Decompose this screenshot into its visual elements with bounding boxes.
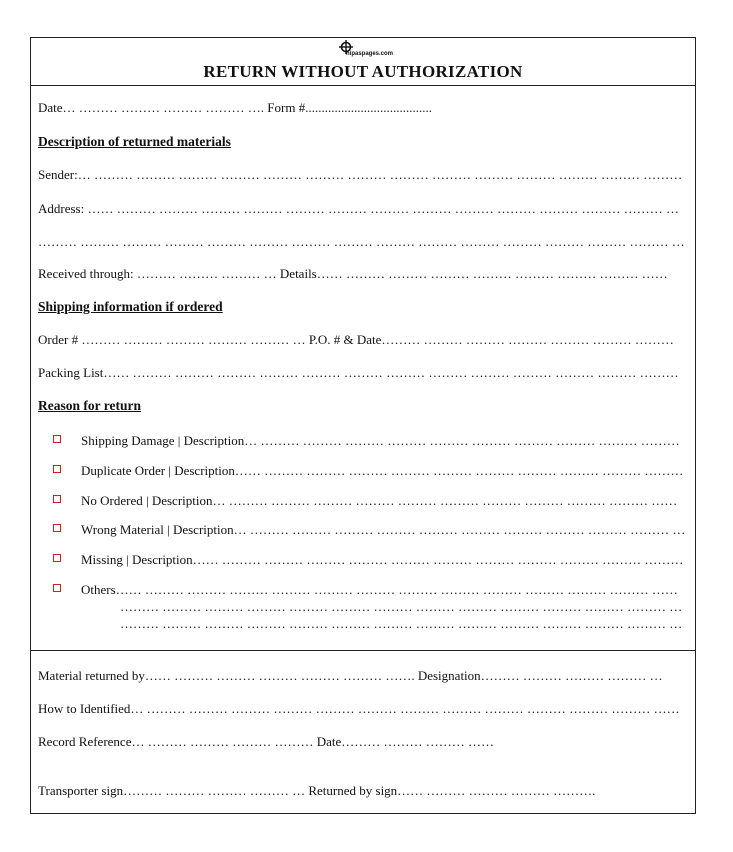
duplicate-order-checkbox[interactable]	[53, 465, 61, 473]
others-option: Others…… ……… ……… ……… ……… ……… ……… ……… ……… ……… ……… ……… ……… ……	[81, 582, 678, 597]
shipping-damage-option: Shipping Damage | Description… ……… ……… ……… ……… ……… ……… ……… ……… ……… ………	[81, 433, 680, 448]
section-divider	[31, 650, 695, 651]
packing-list-field[interactable]: Packing List…… ……… ……… ……… ……… ……… ……… ……… ……… ……… ……… ……… ……… ………	[38, 365, 679, 380]
how-identified-field[interactable]: How to Identified… ……… ……… ……… ……… ……… ……… ……… ……… ……… ……… ……… ……… ……	[38, 701, 680, 716]
no-ordered-checkbox[interactable]	[53, 495, 61, 503]
others-continuation-line[interactable]: ……… ……… ……… ……… ……… ……… ……… ……… ……… ……… ……… ……… ……… …	[120, 616, 683, 631]
missing-checkbox[interactable]	[53, 554, 61, 562]
date-form-field[interactable]: Date… ……… ……… ……… ……… …. Form #.......................................	[38, 100, 432, 115]
wrong-material-option: Wrong Material | Description… ……… ……… ……… ……… ……… ……… ……… ……… ……… ……… …	[81, 522, 686, 537]
missing-option: Missing | Description…… ……… ……… ……… ……… ……… ……… ……… ……… ……… ……… ………	[81, 552, 684, 567]
received-details-field[interactable]: Received through: ……… ……… ……… … Details…… ……… ……… ……… ……… ……… ……… ……… ……	[38, 266, 668, 281]
material-returned-field[interactable]: Material returned by…… ……… ……… ……… ……… ……… ……. Designation……… ……… ……… ……… …	[38, 668, 663, 683]
record-reference-field[interactable]: Record Reference… ……… ……… ……… ……… Date……… ……… ……… ……	[38, 734, 495, 749]
form-title: RETURN WITHOUT AUTHORIZATION	[203, 62, 523, 81]
order-po-field[interactable]: Order # ……… ……… ……… ……… ……… … P.O. # & Date……… ……… ……… ……… ……… ……… ………	[38, 332, 674, 347]
others-checkbox[interactable]	[53, 584, 61, 592]
address-field[interactable]: Address: …… ……… ……… ……… ……… ……… ……… ……… ……… ……… ……… ……… ……… ……… …	[38, 201, 679, 216]
wrong-material-checkbox[interactable]	[53, 524, 61, 532]
shipping-damage-checkbox[interactable]	[53, 435, 61, 443]
address-continuation-field[interactable]: ……… ……… ……… ……… ……… ……… ……… ……… ……… ……… ……… ……… ……… ……… ……… …	[38, 234, 685, 249]
return-form	[30, 37, 696, 814]
logo	[334, 40, 394, 60]
reason-heading: Reason for return	[38, 398, 141, 413]
duplicate-order-option: Duplicate Order | Description…… ……… ……… ……… ……… ……… ……… ……… ……… ……… ………	[81, 463, 684, 478]
others-continuation-line[interactable]: ……… ……… ……… ……… ……… ……… ……… ……… ……… ……… ……… ……… ……… …	[120, 599, 683, 614]
sender-field[interactable]: Sender:… ……… ……… ……… ……… ……… ……… ……… ……… ……… ……… ……… ……… ……… ………	[38, 167, 683, 182]
form-header	[31, 38, 695, 86]
signatures-field[interactable]: Transporter sign……… ……… ……… ……… … Returned by sign…… ……… ……… ……… ……….	[38, 783, 596, 798]
description-heading: Description of returned materials	[38, 134, 231, 149]
no-ordered-option: No Ordered | Description… ……… ……… ……… ……… ……… ……… ……… ……… ……… ……… ……	[81, 493, 678, 508]
logo-text: hipaspages.com	[346, 51, 394, 57]
shipping-heading: Shipping information if ordered	[38, 299, 223, 314]
